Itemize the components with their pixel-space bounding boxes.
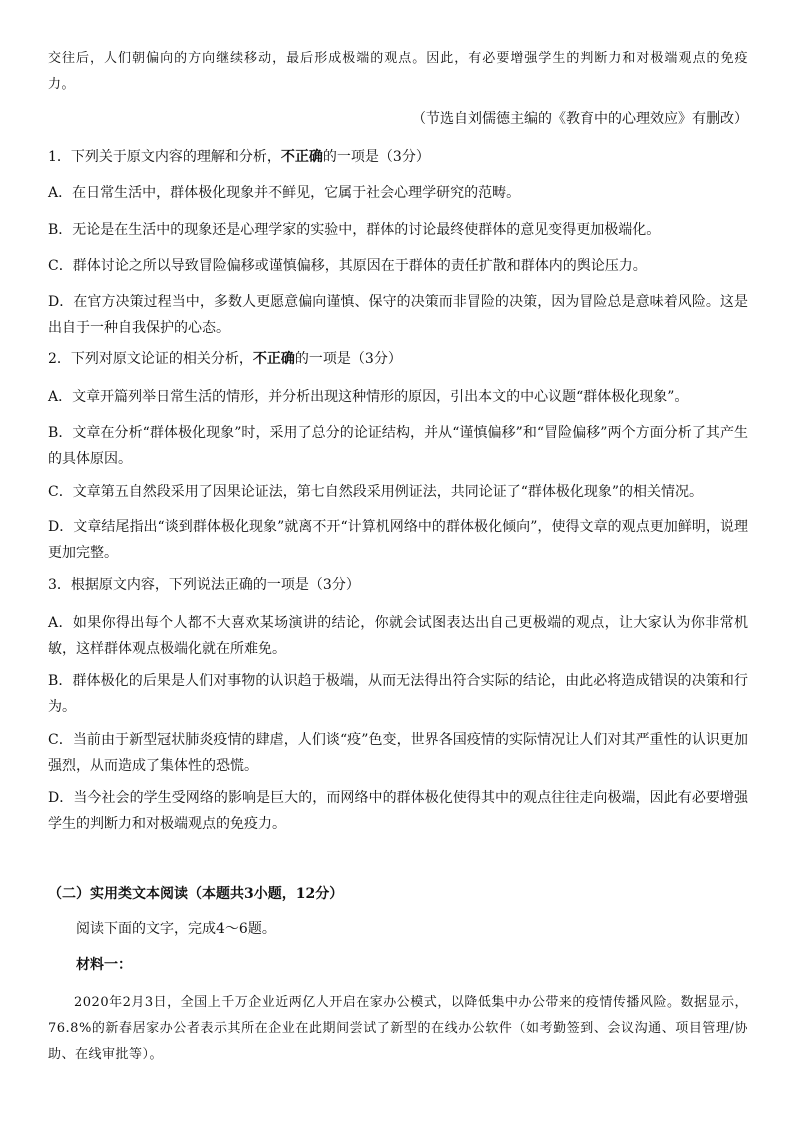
q1-option-b: B．无论是在生活中的现象还是心理学家的实验中，群体的讨论最终使群体的意见变得更加极端化。 — [48, 222, 661, 238]
q2-option-d: D．文章结尾指出“谈到群体极化现象”就离不开“计算机网络中的群体极化倾向”，使得文章的观点更加鲜明，说理更加完整。 — [48, 519, 748, 561]
q3-option-c: C．当前由于新型冠状肺炎疫情的肆虐，人们谈“疫”色变，世界各国疫情的实际情况让人们对其严重性的认识更加强烈，从而造成了集体性的恐慌。 — [48, 732, 748, 774]
intro-paragraph: 交往后，人们朝偏向的方向继续移动，最后形成极端的观点。因此，有必要增强学生的判断力和对极端观点的免疫力。 — [48, 51, 748, 92]
q2-stem-post: 的一项是（3分） — [294, 351, 402, 367]
q1-stem-post: 的一项是（3分） — [322, 149, 430, 165]
q2-option-b: B．文章在分析“群体极化现象”时，采用了总分的论证结构，并从“谨慎偏移”和“冒险偏移”两个方面分析了其产生的具体原因。 — [48, 425, 748, 467]
q2-stem-pre: 2．下列对原文论证的相关分析， — [48, 351, 253, 367]
question-3-stem: 3．根据原文内容，下列说法正确的一项是（3分） — [48, 577, 360, 593]
source-citation: （节选自刘儒德主编的《教育中的心理效应》有删改） — [412, 111, 748, 127]
material-one-label: 材料一： — [76, 957, 132, 973]
question-1-stem — [48, 144, 748, 170]
q3-option-a: A．如果你得出每个人都不大喜欢某场演讲的结论，你就会试图表达出自己更极端的观点，让大家认为你非常机敏，这样群体观点极端化就在所难免。 — [48, 615, 748, 657]
q2-option-c: C．文章第五自然段采用了因果论证法，第七自然段采用例证法，共同论证了“群体极化现象”的相关情况。 — [48, 484, 704, 500]
section-2-heading: （二）实用类文本阅读（本题共3小题，12分） — [48, 886, 344, 902]
material-one-text: 2020年2月3日，全国上千万企业近两亿人开启在家办公模式，以降低集中办公带来的疫情传播风险。数据显示，76.8%的新春居家办公者表示其所在企业在此期间尝试了新型的在线办公软件（如考勤签到、会议沟通、项目管理/协助、在线审批等）。 — [48, 995, 748, 1062]
section-2-instruction: 阅读下面的文字，完成4～6题。 — [76, 921, 276, 937]
q3-option-d: D．当今社会的学生受网络的影响是巨大的，而网络中的群体极化使得其中的观点往往走向极端，因此有必要增强学生的判断力和对极端观点的免疫力。 — [48, 790, 748, 832]
q2-stem-bold: 不正确 — [252, 351, 295, 367]
q3-option-b: B．群体极化的后果是人们对事物的认识趋于极端，从而无法得出符合实际的结论，由此必将造成错误的决策和行为。 — [48, 673, 748, 715]
q1-stem-pre: 1．下列关于原文内容的理解和分析， — [48, 149, 281, 165]
q2-option-a: A．文章开篇列举日常生活的情形，并分析出现这种情形的原因，引出本文的中心议题“群体极化现象”。 — [48, 389, 689, 405]
q1-stem-bold: 不正确 — [280, 149, 323, 165]
q1-option-c: C．群体讨论之所以导致冒险偏移或谨慎偏移，其原因在于群体的责任扩散和群体内的舆论压力。 — [48, 258, 647, 274]
q1-option-d: D．在官方决策过程当中，多数人更愿意偏向谨慎、保守的决策而非冒险的决策，因为冒险总是意味着风险。这是出自于一种自我保护的心态。 — [48, 294, 748, 336]
q1-option-a: A．在日常生活中，群体极化现象并不鲜见，它属于社会心理学研究的范畴。 — [48, 185, 521, 201]
question-2-stem — [48, 346, 748, 372]
